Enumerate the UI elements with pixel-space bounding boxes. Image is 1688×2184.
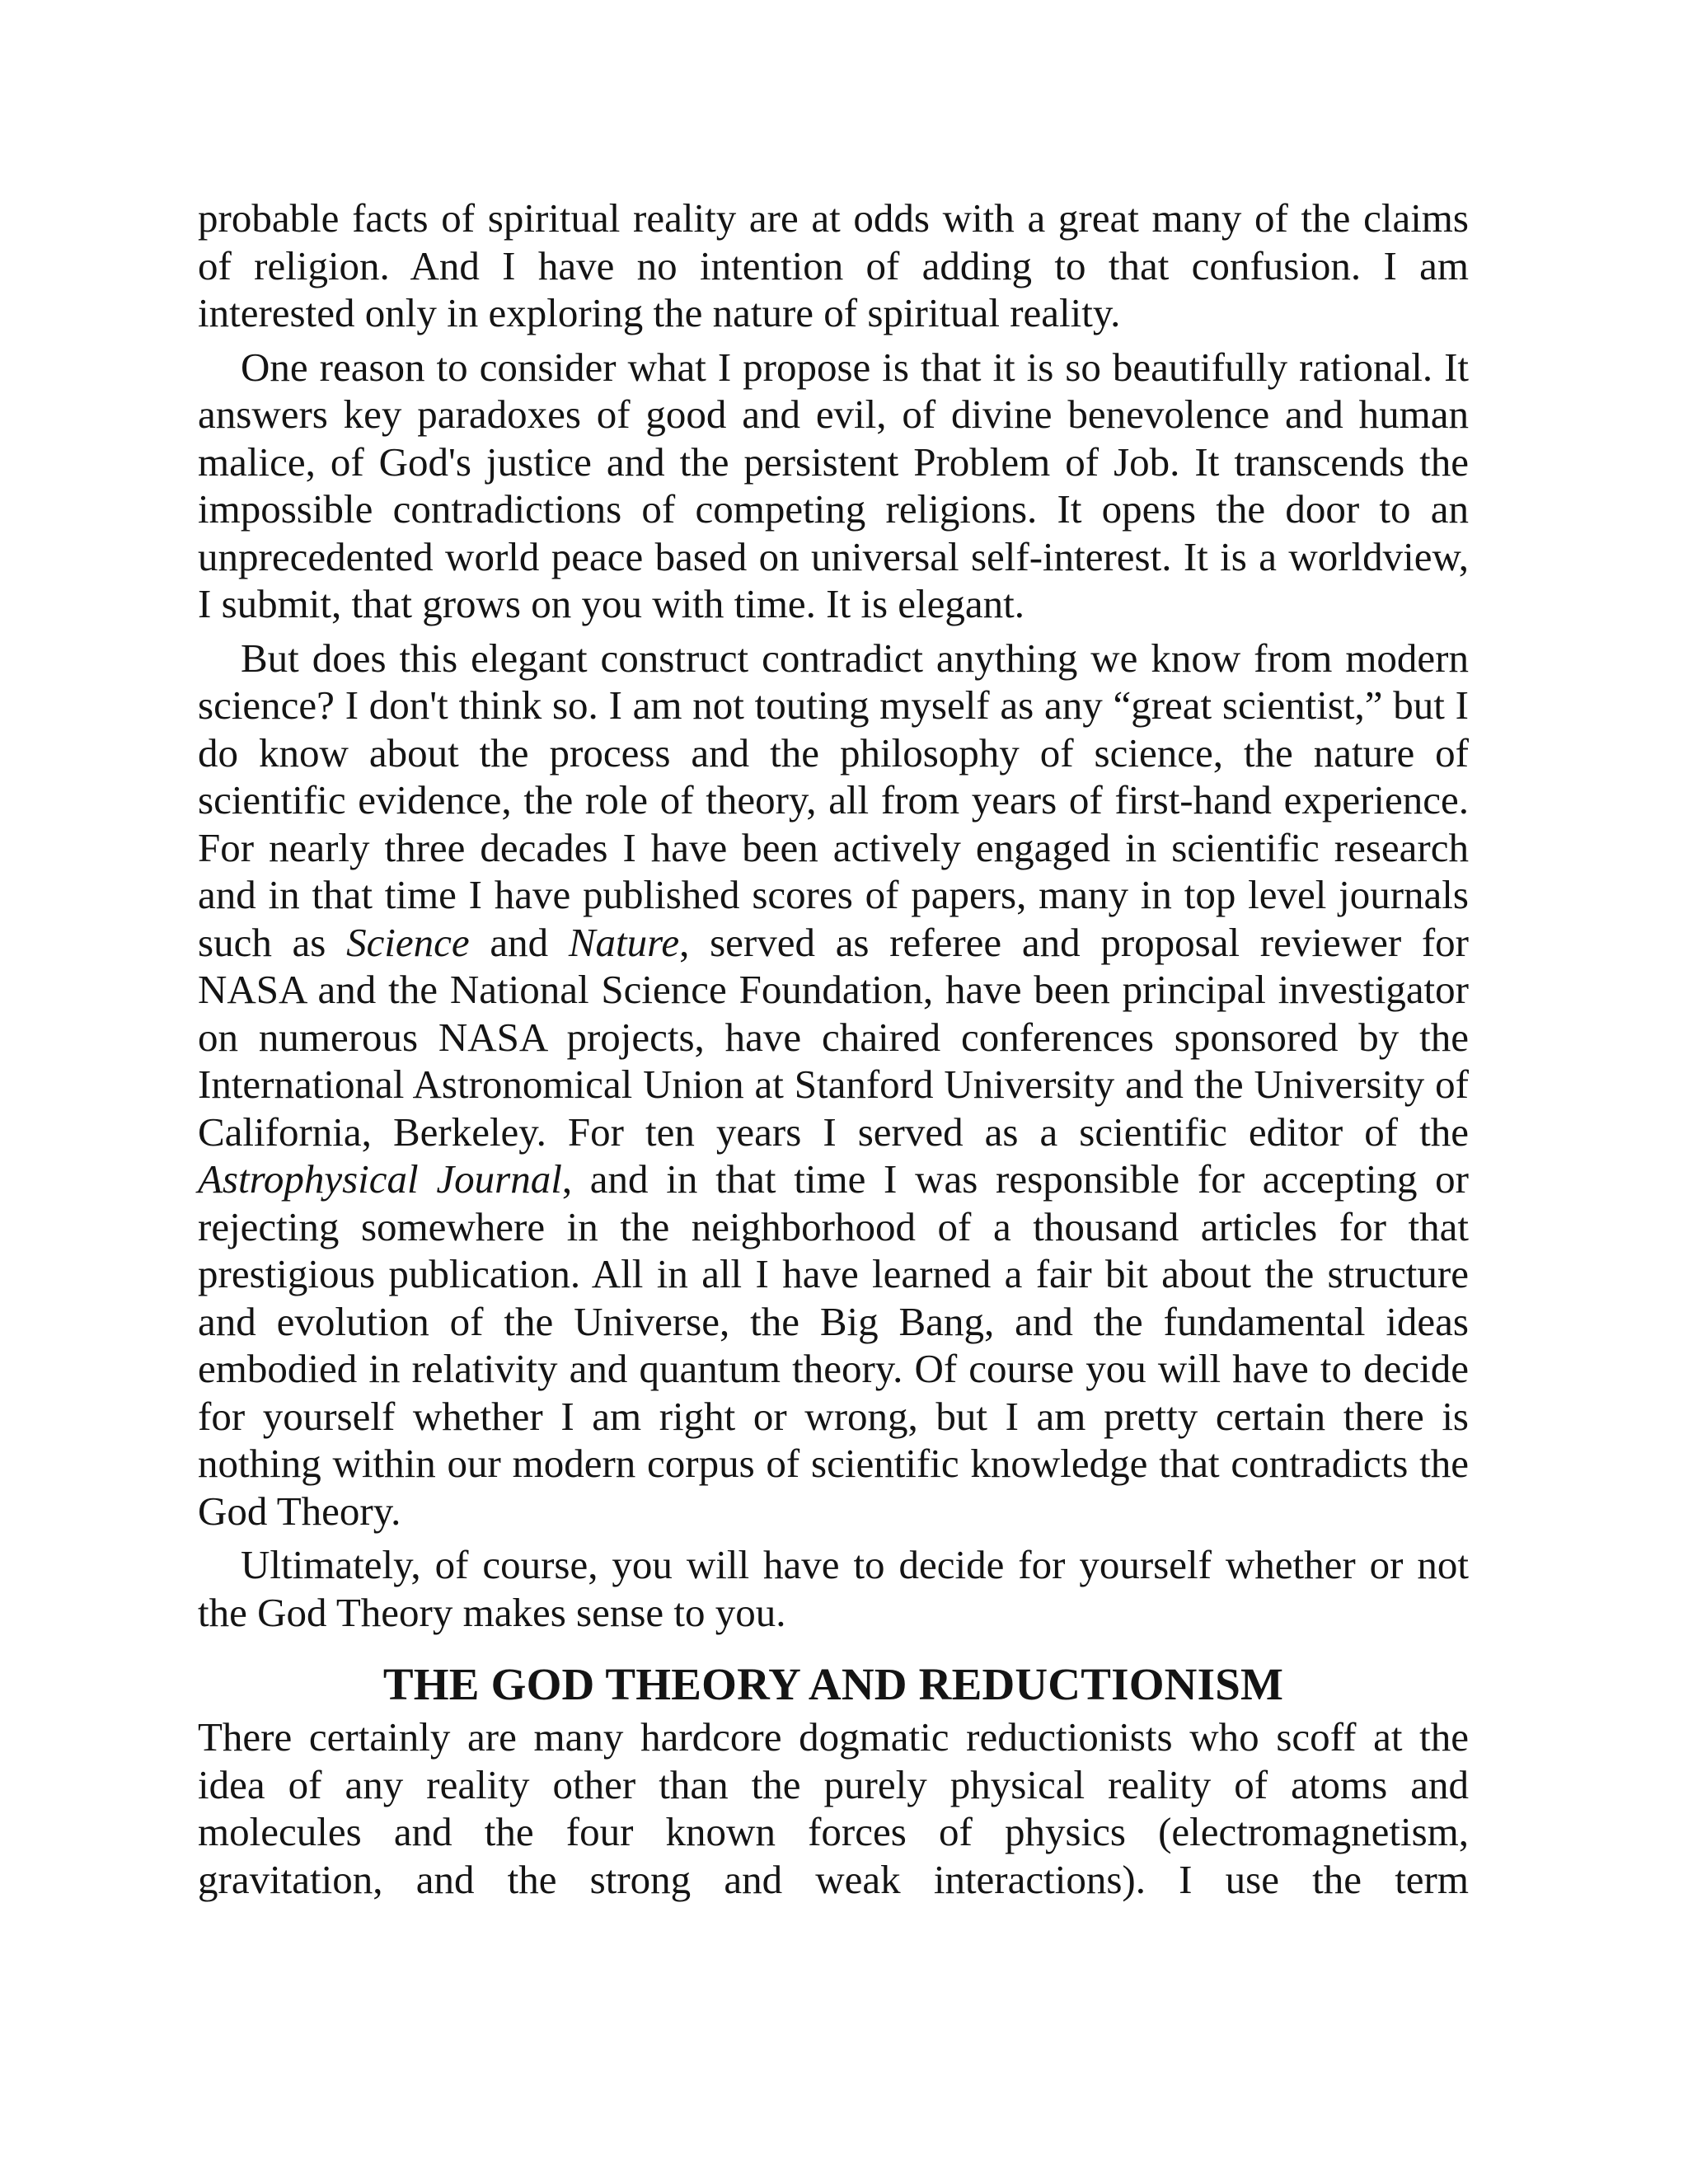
paragraph-text: There certainly are many hardcore dogmatic reductionists who scoff at the idea of any reality other than the purely physical reality of atoms and molecules and the four known forces of physics (electromagnetism, gravitation, and the strong and weak interactions). I use the term: [198, 1714, 1469, 1902]
paragraph-reductionists: [198, 1713, 1469, 1903]
paragraph-text: , served as referee and proposal reviewer for NASA and the National Science Foundation, have been principal investigator on numerous NASA projects, have chaired conferences sponsored by the International Astronomical Union at Stanford University and the University of California, Berkeley. For ten years I served as a scientific editor of the: [198, 919, 1470, 1155]
journal-title-science: Science: [346, 919, 470, 965]
paragraph-continued: [198, 194, 1469, 337]
paragraph-science: [198, 635, 1469, 1535]
paragraph-rational: [198, 344, 1469, 628]
paragraph-text: probable facts of spiritual reality are at odds with a great many of the claims of religion. And I have no intention of adding to that confusion. I am interested only in exploring the nature of spiritual reality.: [198, 195, 1469, 335]
paragraph-ultimately: [198, 1541, 1469, 1636]
paragraph-text: , and in that time I was responsible for accepting or rejecting somewhere in the neighborhood of a thousand articles for that prestigious publication. All in all I have learned a fair bit about the structure and evolution of the Universe, the Big Bang, and the fundamental ideas embodied in relativity and quantum theory. Of course you will have to decide for yourself whether I am right or wrong, but I am pretty certain there is nothing within our modern corpus of scientific knowledge that contradicts the God Theory.: [198, 1156, 1469, 1534]
journal-title-nature: Nature: [568, 919, 680, 965]
document-page: [198, 194, 1469, 1910]
paragraph-text: Ultimately, of course, you will have to decide for yourself whether or not the God Theory makes sense to you.: [198, 1542, 1469, 1635]
paragraph-text: One reason to consider what I propose is that it is so beautifully rational. It answers key paradoxes of good and evil, of divine benevolence and human malice, of God's justice and the persistent Problem of Job. It transcends the impossible contradictions of competing religions. It opens the door to an unprecedented world peace based on universal self-interest. It is a worldview, I submit, that grows on you with time. It is elegant.: [198, 344, 1469, 626]
section-heading: THE GOD THEORY AND REDUCTIONISM: [382, 1659, 1284, 1709]
paragraph-text: But does this elegant construct contradict anything we know from modern science? I don't think so. I am not touting myself as any “great scientist,” but I do know about the process and the philosophy of science, the nature of scientific evidence, the role of theory, all from years of first-hand experience. For nearly three decades I have been actively engaged in scientific research and in that time I have published scores of papers, many in top level journals such as: [198, 635, 1469, 965]
journal-title-astrophysical: Astrophysical Journal: [198, 1156, 562, 1202]
paragraph-text: and: [469, 919, 569, 965]
